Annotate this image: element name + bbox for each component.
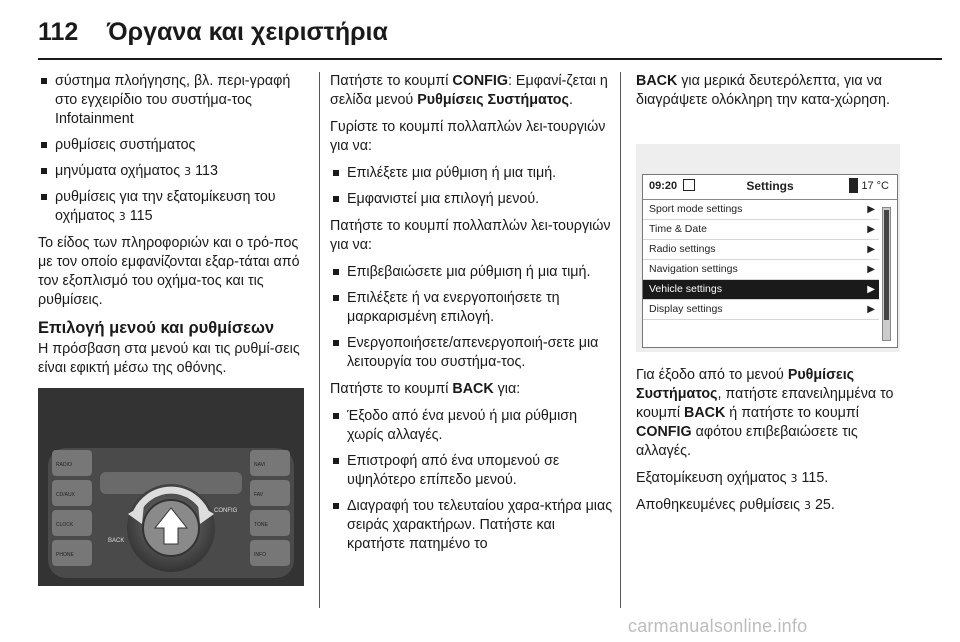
menu-item-vehicle[interactable]: Vehicle settings ▶ — [643, 280, 879, 300]
page-title: Όργανα και χειριστήρια — [107, 18, 388, 46]
page-ref[interactable]: 115 — [129, 208, 153, 224]
screen-time: 09:20 — [649, 180, 678, 192]
back-keyword: BACK — [684, 405, 726, 421]
config-paragraph: Πατήστε το κουμπί CONFIG: Εμφανί-ζεται η σελίδα μενού Ρυθμίσεις Συστήματος. — [330, 73, 608, 108]
menu-item-navigation[interactable]: Navigation settings ▶ — [643, 260, 879, 280]
menu-item-time-date[interactable]: Time & Date ▶ — [643, 220, 879, 240]
chevron-right-icon: ▶ — [867, 304, 875, 315]
back-keyword: BACK — [636, 73, 678, 89]
section-heading: Επιλογή μενού και ρυθμίσεων — [38, 319, 275, 337]
chevron-right-icon: ▶ — [867, 284, 875, 295]
back-keyword: BACK — [452, 381, 494, 397]
console-label-config: CONFIG — [214, 508, 238, 514]
console-label-cdaux: CD/AUX — [56, 492, 75, 498]
access-paragraph: Η πρόσβαση στα μενού και τις ρυθμί-σεις είναι εφικτή μέσω της οθόνης. — [38, 341, 300, 376]
console-label-fav: FAV — [254, 492, 264, 498]
back-hold-paragraph: BACK για μερικά δευτερόλεπτα, για να διαγράψετε ολόκληρη την κατα-χώρηση. — [636, 73, 890, 108]
page-ref-arrow-icon: 3 — [803, 499, 811, 512]
list-item: μηνύματα οχήματος 3 113 — [38, 162, 310, 181]
menu-scrollbar[interactable] — [882, 207, 891, 341]
saved-settings-ref: Αποθηκευμένες ρυθμίσεις 3 25. — [636, 497, 835, 513]
system-settings-keyword: Ρυθμίσεις Συστήματος — [636, 367, 855, 402]
list-item: σύστημα πλοήγησης, βλ. περι-γραφή στο εγχειρίδιο του συστήμα-τος Infotainment — [38, 72, 310, 129]
menu-item-display[interactable]: Display settings ▶ — [643, 300, 879, 320]
console-label-back: BACK — [108, 538, 125, 544]
page-ref[interactable]: 115. — [801, 470, 829, 486]
list-item: Έξοδο από ένα μενού ή μια ρύθμιση χωρίς αλλαγές. — [330, 407, 614, 445]
list-item: Διαγραφή του τελευταίου χαρα-κτήρα μιας σειράς χαρακτήρων. Πατήστε και κρατήστε πατημένο το — [330, 497, 614, 554]
screen-title: Settings — [746, 179, 794, 193]
console-label-info: INFO — [254, 552, 266, 558]
press-list — [330, 263, 614, 372]
list-item: ρυθμίσεις για την εξατομίκευση του οχήματος 3 115 — [38, 188, 310, 226]
config-keyword: CONFIG — [636, 424, 692, 440]
console-label-phone: PHONE — [56, 552, 74, 558]
list-item: Επιλέξετε ή να ενεργοποιήσετε τη μαρκαρισμένη επιλογή. — [330, 289, 614, 327]
page-ref-arrow-icon: 3 — [184, 165, 192, 178]
column-divider-2 — [620, 72, 621, 608]
list-item: ρυθμίσεις συστήματος — [38, 136, 310, 155]
settings-screen — [642, 174, 898, 348]
console-label-clock: CLOCK — [56, 522, 74, 528]
column-2 — [330, 72, 614, 562]
list-item: Ενεργοποιήσετε/απενεργοποιή-σετε μια λειτουργία του συστήμα-τος. — [330, 334, 614, 372]
page-ref[interactable]: 113 — [195, 163, 218, 179]
menu-item-sport-mode[interactable]: Sport mode settings ▶ — [643, 200, 879, 220]
rotate-list — [330, 164, 614, 209]
list-item: Επιστροφή από ένα υπομενού σε υψηλότερο επίπεδο μενού. — [330, 452, 614, 490]
list-item: Επιλέξετε μια ρύθμιση ή μια τιμή. — [330, 164, 614, 183]
chevron-right-icon: ▶ — [867, 224, 875, 235]
personalization-ref: Εξατομίκευση οχήματος 3 115. — [636, 470, 829, 486]
back-paragraph: Πατήστε το κουμπί BACK για: — [330, 381, 521, 397]
chevron-right-icon: ▶ — [867, 204, 875, 215]
rotate-paragraph: Γυρίστε το κουμπί πολλαπλών λει-τουργιών για να: — [330, 119, 606, 154]
list-item: Εμφανιστεί μια επιλογή μενού. — [330, 190, 614, 209]
watermark: carmanualsonline.info — [628, 616, 808, 636]
console-illustration — [38, 388, 304, 586]
console-label-radio: RADIO — [56, 462, 72, 468]
info-paragraph: Το είδος των πληροφοριών και ο τρό-πος με τον οποίο εμφανίζονται εξαρ-τάται από τον εξοπλισμό του οχήμα-τος και τις ρυθμίσεις. — [38, 235, 300, 308]
press-paragraph: Πατήστε το κουμπί πολλαπλών λει-τουργιών για να: — [330, 218, 611, 253]
chevron-right-icon: ▶ — [867, 264, 875, 275]
phone-icon — [849, 178, 858, 193]
column-1 — [38, 72, 310, 386]
console-label-navi: NAVI — [254, 462, 266, 468]
screen-status-bar — [643, 175, 897, 200]
chevron-right-icon: ▶ — [867, 244, 875, 255]
header-divider — [38, 58, 942, 60]
page-header — [0, 0, 960, 60]
scroll-thumb[interactable] — [884, 210, 889, 320]
exit-paragraph: Για έξοδο από το μενού Ρυθμίσεις Συστήματος, πατήστε επανειλημμένα το κουμπί BACK ή πατήστε το κουμπί CONFIG αφότου επιβεβαιώσετε τις αλλαγές. — [636, 367, 894, 459]
feature-list — [38, 72, 310, 226]
page-ref[interactable]: 25. — [814, 497, 835, 513]
settings-screen-figure — [636, 144, 900, 352]
config-keyword: CONFIG — [452, 73, 508, 89]
list-item: Επιβεβαιώσετε μια ρύθμιση ή μια τιμή. — [330, 263, 614, 282]
console-figure — [38, 388, 304, 586]
column-3 — [636, 72, 904, 118]
system-settings-keyword: Ρυθμίσεις Συστήματος — [417, 92, 569, 108]
console-label-tone: TONE — [254, 522, 268, 528]
page-ref-arrow-icon: 3 — [118, 210, 126, 223]
page-number: 112 — [38, 18, 79, 46]
back-list — [330, 407, 614, 554]
menu-item-radio[interactable]: Radio settings ▶ — [643, 240, 879, 260]
column-3-lower — [636, 366, 904, 523]
column-divider-1 — [319, 72, 320, 608]
settings-menu — [643, 200, 897, 320]
page-ref-arrow-icon: 3 — [790, 472, 798, 485]
screen-temperature: 17 °C — [861, 180, 889, 192]
